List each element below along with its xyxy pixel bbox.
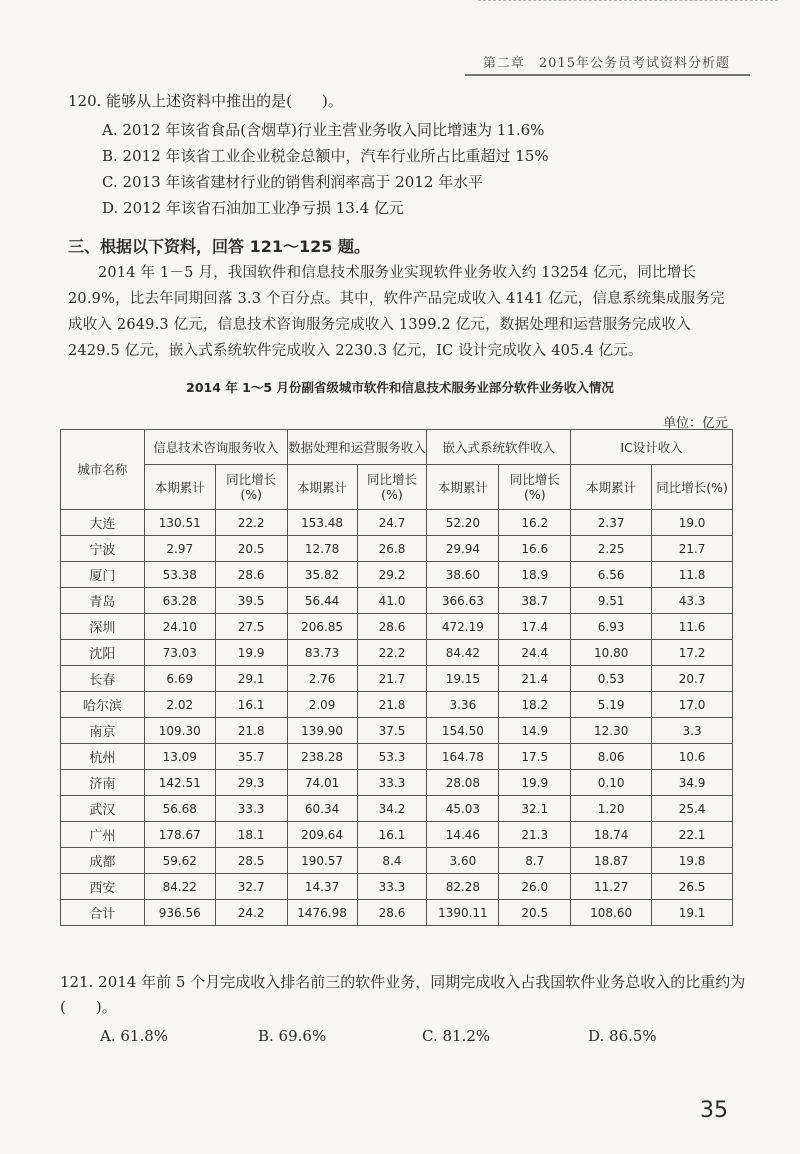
q121-option-a: A. 61.8% <box>100 1027 169 1045</box>
value-cell: 32.1 <box>499 796 571 822</box>
city-cell: 南京 <box>61 718 145 744</box>
value-cell: 53.38 <box>144 562 215 588</box>
value-cell: 153.48 <box>287 510 357 536</box>
table-row <box>61 822 733 848</box>
value-cell: 2.37 <box>571 510 652 536</box>
table-row <box>61 770 733 796</box>
value-cell: 0.53 <box>571 666 652 692</box>
city-cell: 深圳 <box>61 614 145 640</box>
city-cell: 青岛 <box>61 588 145 614</box>
value-cell: 238.28 <box>287 744 357 770</box>
value-cell: 2.09 <box>287 692 357 718</box>
value-cell: 9.51 <box>571 588 652 614</box>
value-cell: 34.9 <box>652 770 733 796</box>
value-cell: 19.1 <box>652 900 733 926</box>
q120-stem: 120. 能够从上述资料中推出的是( )。 <box>68 92 343 110</box>
table-row <box>61 614 733 640</box>
value-cell: 25.4 <box>652 796 733 822</box>
value-cell: 2.76 <box>287 666 357 692</box>
value-cell: 366.63 <box>427 588 499 614</box>
value-cell: 33.3 <box>357 874 427 900</box>
value-cell: 8.4 <box>357 848 427 874</box>
table-row <box>61 666 733 692</box>
value-cell: 206.85 <box>287 614 357 640</box>
city-cell: 济南 <box>61 770 145 796</box>
value-cell: 74.01 <box>287 770 357 796</box>
value-cell: 0.10 <box>571 770 652 796</box>
value-cell: 11.6 <box>652 614 733 640</box>
value-cell: 38.60 <box>427 562 499 588</box>
city-cell: 成都 <box>61 848 145 874</box>
value-cell: 16.2 <box>499 510 571 536</box>
value-cell: 73.03 <box>144 640 215 666</box>
value-cell: 28.6 <box>357 614 427 640</box>
table-row <box>61 900 733 926</box>
value-cell: 19.9 <box>215 640 287 666</box>
value-cell: 27.5 <box>215 614 287 640</box>
table-row <box>61 640 733 666</box>
city-cell: 西安 <box>61 874 145 900</box>
q121-option-c: C. 81.2% <box>422 1027 491 1045</box>
value-cell: 37.5 <box>357 718 427 744</box>
value-cell: 14.9 <box>499 718 571 744</box>
value-cell: 164.78 <box>427 744 499 770</box>
value-cell: 17.0 <box>652 692 733 718</box>
table-row <box>61 692 733 718</box>
city-cell: 广州 <box>61 822 145 848</box>
value-cell: 20.7 <box>652 666 733 692</box>
value-cell: 34.2 <box>357 796 427 822</box>
table-title: 2014 年 1～5 月份副省级城市软件和信息技术服务业部分软件业务收入情况 <box>186 380 614 395</box>
value-cell: 8.7 <box>499 848 571 874</box>
q120-option-c: C. 2013 年该省建材行业的销售利润率高于 2012 年水平 <box>102 173 484 191</box>
city-cell: 宁波 <box>61 536 145 562</box>
value-cell: 41.0 <box>357 588 427 614</box>
value-cell: 83.73 <box>287 640 357 666</box>
top-scan-line <box>478 0 778 7</box>
table-row <box>61 848 733 874</box>
group-header-data-processing: 数据处理和运营服务收入 <box>287 430 427 465</box>
q120-option-b: B. 2012 年该省工业企业税金总额中，汽车行业所占比重超过 15% <box>102 147 549 165</box>
value-cell: 3.3 <box>652 718 733 744</box>
value-cell: 2.25 <box>571 536 652 562</box>
value-cell: 59.62 <box>144 848 215 874</box>
value-cell: 130.51 <box>144 510 215 536</box>
value-cell: 29.94 <box>427 536 499 562</box>
value-cell: 35.7 <box>215 744 287 770</box>
section-title: 三、根据以下资料，回答 121～125 题。 <box>68 237 370 256</box>
value-cell: 16.1 <box>215 692 287 718</box>
value-cell: 21.7 <box>652 536 733 562</box>
value-cell: 190.57 <box>287 848 357 874</box>
value-cell: 19.0 <box>652 510 733 536</box>
value-cell: 19.15 <box>427 666 499 692</box>
value-cell: 29.3 <box>215 770 287 796</box>
value-cell: 19.8 <box>652 848 733 874</box>
group-header-consulting: 信息技术咨询服务收入 <box>144 430 287 465</box>
value-cell: 28.6 <box>357 900 427 926</box>
value-cell: 139.90 <box>287 718 357 744</box>
value-cell: 84.22 <box>144 874 215 900</box>
value-cell: 33.3 <box>357 770 427 796</box>
value-cell: 13.09 <box>144 744 215 770</box>
city-cell: 沈阳 <box>61 640 145 666</box>
value-cell: 2.02 <box>144 692 215 718</box>
value-cell: 28.08 <box>427 770 499 796</box>
value-cell: 3.60 <box>427 848 499 874</box>
table-row <box>61 744 733 770</box>
value-cell: 82.28 <box>427 874 499 900</box>
value-cell: 154.50 <box>427 718 499 744</box>
value-cell: 11.8 <box>652 562 733 588</box>
value-cell: 6.69 <box>144 666 215 692</box>
value-cell: 18.74 <box>571 822 652 848</box>
value-cell: 26.0 <box>499 874 571 900</box>
value-cell: 8.06 <box>571 744 652 770</box>
running-head: 第二章 2015年公务员考试资料分析题 <box>482 56 730 71</box>
q120-option-a: A. 2012 年该省食品(含烟草)行业主营业务收入同比增速为 11.6% <box>102 121 545 139</box>
value-cell: 12.78 <box>287 536 357 562</box>
sub-header-growth: 同比增长(%) <box>215 465 287 510</box>
value-cell: 472.19 <box>427 614 499 640</box>
value-cell: 18.87 <box>571 848 652 874</box>
value-cell: 21.3 <box>499 822 571 848</box>
value-cell: 2.97 <box>144 536 215 562</box>
sub-header-cumulative: 本期累计 <box>427 465 499 510</box>
value-cell: 17.4 <box>499 614 571 640</box>
sub-header-growth: 同比增长(%) <box>652 465 733 510</box>
value-cell: 38.7 <box>499 588 571 614</box>
value-cell: 60.34 <box>287 796 357 822</box>
value-cell: 16.1 <box>357 822 427 848</box>
value-cell: 84.42 <box>427 640 499 666</box>
table-row <box>61 536 733 562</box>
value-cell: 52.20 <box>427 510 499 536</box>
city-cell: 长春 <box>61 666 145 692</box>
city-header: 城市名称 <box>61 430 145 510</box>
group-header-embedded: 嵌入式系统软件收入 <box>427 430 571 465</box>
value-cell: 6.93 <box>571 614 652 640</box>
value-cell: 20.5 <box>499 900 571 926</box>
value-cell: 28.5 <box>215 848 287 874</box>
value-cell: 24.4 <box>499 640 571 666</box>
q121-stem: 121. 2014 年前 5 个月完成收入排名前三的软件业务，同期完成收入占我国软件业务总收入的比重约为( )。 <box>60 973 746 1016</box>
value-cell: 22.1 <box>652 822 733 848</box>
value-cell: 21.8 <box>357 692 427 718</box>
value-cell: 6.56 <box>571 562 652 588</box>
sub-header-growth: 同比增长(%) <box>357 465 427 510</box>
city-cell: 大连 <box>61 510 145 536</box>
value-cell: 45.03 <box>427 796 499 822</box>
city-cell: 哈尔滨 <box>61 692 145 718</box>
value-cell: 1476.98 <box>287 900 357 926</box>
value-cell: 10.80 <box>571 640 652 666</box>
value-cell: 22.2 <box>357 640 427 666</box>
value-cell: 56.44 <box>287 588 357 614</box>
city-cell: 武汉 <box>61 796 145 822</box>
value-cell: 21.8 <box>215 718 287 744</box>
value-cell: 21.7 <box>357 666 427 692</box>
city-cell: 杭州 <box>61 744 145 770</box>
value-cell: 109.30 <box>144 718 215 744</box>
sub-header-cumulative: 本期累计 <box>144 465 215 510</box>
value-cell: 5.19 <box>571 692 652 718</box>
table-unit: 单位：亿元 <box>662 416 728 431</box>
section-paragraph: 2014 年 1－5 月，我国软件和信息技术服务业实现软件业务收入约 13254 亿元，同比增长 20.9%，比去年同期回落 3.3 个百分点。其中，软件产品完成收入 4141 亿元，信息系统集成服务完成收入 2649.3 亿元，信息技术咨询服务完成收入 1399.2 亿元，数据处理和运营服务完成收入 2429.5 亿元，嵌入式系统软件完成收入 2230.3 亿元，IC 设计完成收入 405.4 亿元。 <box>68 265 725 359</box>
value-cell: 39.5 <box>215 588 287 614</box>
table-row <box>61 796 733 822</box>
group-header-ic-design: IC设计收入 <box>571 430 733 465</box>
value-cell: 11.27 <box>571 874 652 900</box>
value-cell: 14.37 <box>287 874 357 900</box>
value-cell: 18.9 <box>499 562 571 588</box>
value-cell: 29.1 <box>215 666 287 692</box>
sub-header-cumulative: 本期累计 <box>571 465 652 510</box>
q121-option-b: B. 69.6% <box>258 1027 327 1045</box>
value-cell: 24.7 <box>357 510 427 536</box>
value-cell: 22.2 <box>215 510 287 536</box>
value-cell: 20.5 <box>215 536 287 562</box>
page-number: 35 <box>700 1098 728 1123</box>
value-cell: 19.9 <box>499 770 571 796</box>
value-cell: 26.5 <box>652 874 733 900</box>
q120-option-d: D. 2012 年该省石油加工业净亏损 13.4 亿元 <box>102 199 404 217</box>
running-head-rule <box>465 74 750 76</box>
value-cell: 1.20 <box>571 796 652 822</box>
value-cell: 26.8 <box>357 536 427 562</box>
value-cell: 35.82 <box>287 562 357 588</box>
value-cell: 29.2 <box>357 562 427 588</box>
value-cell: 178.67 <box>144 822 215 848</box>
table-row <box>61 718 733 744</box>
value-cell: 43.3 <box>652 588 733 614</box>
value-cell: 1390.11 <box>427 900 499 926</box>
value-cell: 108.60 <box>571 900 652 926</box>
sub-header-cumulative: 本期累计 <box>287 465 357 510</box>
value-cell: 3.36 <box>427 692 499 718</box>
value-cell: 142.51 <box>144 770 215 796</box>
value-cell: 17.2 <box>652 640 733 666</box>
value-cell: 18.2 <box>499 692 571 718</box>
table-body <box>61 510 733 926</box>
value-cell: 24.10 <box>144 614 215 640</box>
data-table <box>60 429 733 926</box>
table-row <box>61 510 733 536</box>
q121-option-d: D. 86.5% <box>588 1027 657 1045</box>
value-cell: 32.7 <box>215 874 287 900</box>
value-cell: 12.30 <box>571 718 652 744</box>
value-cell: 936.56 <box>144 900 215 926</box>
value-cell: 14.46 <box>427 822 499 848</box>
table-row <box>61 562 733 588</box>
value-cell: 56.68 <box>144 796 215 822</box>
sub-header-growth: 同比增长(%) <box>499 465 571 510</box>
city-cell: 合计 <box>61 900 145 926</box>
city-cell: 厦门 <box>61 562 145 588</box>
value-cell: 24.2 <box>215 900 287 926</box>
value-cell: 28.6 <box>215 562 287 588</box>
value-cell: 10.6 <box>652 744 733 770</box>
table-row <box>61 588 733 614</box>
value-cell: 209.64 <box>287 822 357 848</box>
value-cell: 53.3 <box>357 744 427 770</box>
value-cell: 17.5 <box>499 744 571 770</box>
table-row <box>61 874 733 900</box>
value-cell: 21.4 <box>499 666 571 692</box>
value-cell: 63.28 <box>144 588 215 614</box>
value-cell: 33.3 <box>215 796 287 822</box>
value-cell: 16.6 <box>499 536 571 562</box>
value-cell: 18.1 <box>215 822 287 848</box>
